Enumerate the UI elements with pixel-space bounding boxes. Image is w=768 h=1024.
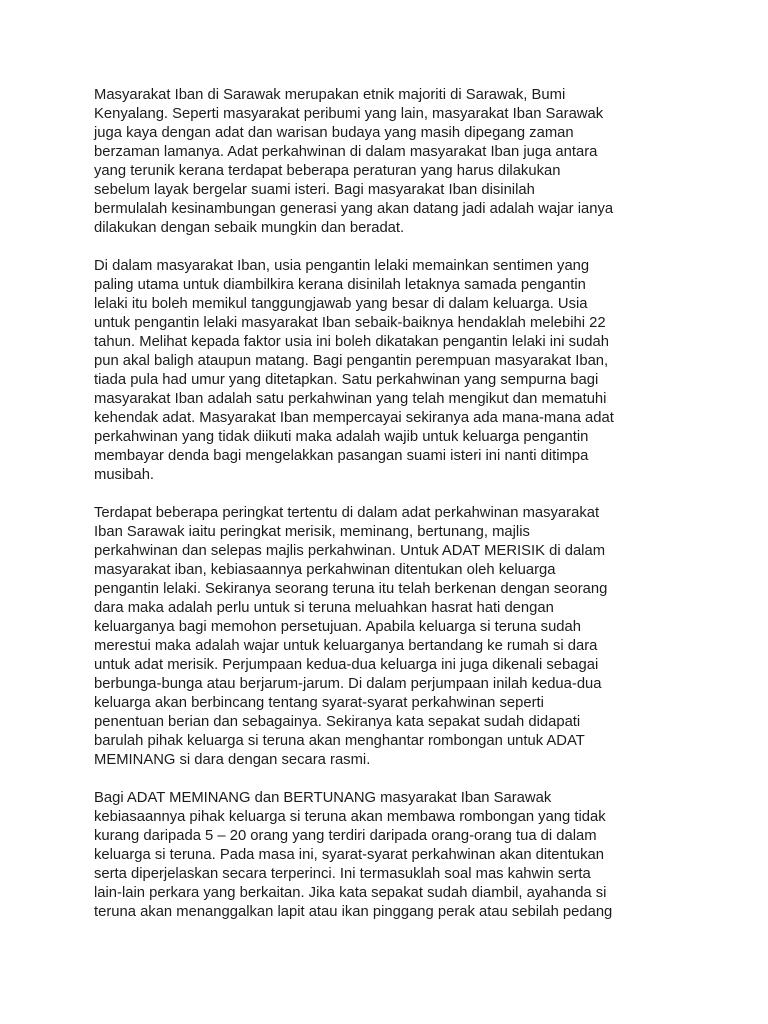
paragraph-1	[94, 86, 674, 238]
text-line: bermulalah kesinambungan generasi yang akan datang jadi adalah wajar ianya	[94, 201, 614, 217]
text-line: Terdapat beberapa peringkat tertentu di dalam adat perkahwinan masyarakat	[94, 505, 600, 521]
text-line: kurang daripada 5 – 20 orang yang terdiri daripada orang-orang tua di dalam	[94, 828, 597, 844]
text-line: lain-lain perkara yang berkaitan. Jika kata sepakat sudah diambil, ayahanda si	[94, 885, 607, 901]
paragraph-4	[94, 789, 674, 922]
text-line: lelaki itu boleh memikul tanggungjawab yang besar di dalam keluarga. Usia	[94, 296, 588, 312]
text-line: sebelum layak bergelar suami isteri. Bagi masyarakat Iban disinilah	[94, 182, 535, 198]
text-line: merestui maka adalah wajar untuk keluarganya bertandang ke rumah si dara	[94, 638, 598, 654]
text-line: keluarga akan berbincang tentang syarat-syarat perkahwinan seperti	[94, 695, 544, 711]
text-line: tiada pula had umur yang ditetapkan. Satu perkahwinan yang sempurna bagi	[94, 372, 599, 388]
text-line: pun akal baligh ataupun matang. Bagi pengantin perempuan masyarakat Iban,	[94, 353, 609, 369]
text-line: juga kaya dengan adat dan warisan budaya yang masih dipegang zaman	[94, 125, 574, 141]
text-line: masyarakat Iban adalah satu perkahwinan yang telah mengikut dan mematuhi	[94, 391, 607, 407]
text-line: keluarga si teruna. Pada masa ini, syarat-syarat perkahwinan akan ditentukan	[94, 847, 604, 863]
text-line: membayar denda bagi mengelakkan pasangan suami isteri ini nanti ditimpa	[94, 448, 589, 464]
text-line: pengantin lelaki. Sekiranya seorang teruna itu telah berkenan dengan seorang	[94, 581, 608, 597]
text-line: keluarganya bagi memohon persetujuan. Apabila keluarga si teruna sudah	[94, 619, 581, 635]
text-line: masyarakat iban, kebiasaannya perkahwinan ditentukan oleh keluarga	[94, 562, 556, 578]
text-line: perkahwinan dan selepas majlis perkahwinan. Untuk ADAT MERISIK di dalam	[94, 543, 606, 559]
text-line: Di dalam masyarakat Iban, usia pengantin lelaki memainkan sentimen yang	[94, 258, 590, 274]
text-line: barulah pihak keluarga si teruna akan menghantar rombongan untuk ADAT	[94, 733, 585, 749]
text-line: MEMINANG si dara dengan secara rasmi.	[94, 752, 371, 768]
text-line: berbunga-bunga atau berjarum-jarum. Di dalam perjumpaan inilah kedua-dua	[94, 676, 602, 692]
text-line: Iban Sarawak iaitu peringkat merisik, meminang, bertunang, majlis	[94, 524, 530, 540]
text-line: tahun. Melihat kepada faktor usia ini boleh dikatakan pengantin lelaki ini sudah	[94, 334, 609, 350]
text-line: Masyarakat Iban di Sarawak merupakan etnik majoriti di Sarawak, Bumi	[94, 87, 566, 103]
text-line: untuk pengantin lelaki masyarakat Iban sebaik-baiknya hendaklah melebihi 22	[94, 315, 606, 331]
text-line: kebiasaannya pihak keluarga si teruna akan membawa rombongan yang tidak	[94, 809, 606, 825]
text-line: perkahwinan yang tidak diikuti maka adalah wajib untuk keluarga pengantin	[94, 429, 589, 445]
text-line: dara maka adalah perlu untuk si teruna meluahkan hasrat hati dengan	[94, 600, 554, 616]
text-line: teruna akan menanggalkan lapit atau ikan pinggang perak atau sebilah pedang	[94, 904, 613, 920]
text-line: paling utama untuk diambilkira kerana disinilah letaknya samada pengantin	[94, 277, 586, 293]
text-line: Kenyalang. Seperti masyarakat peribumi yang lain, masyarakat Iban Sarawak	[94, 106, 604, 122]
text-line: kehendak adat. Masyarakat Iban mempercayai sekiranya ada mana-mana adat	[94, 410, 614, 426]
text-line: berzaman lamanya. Adat perkahwinan di dalam masyarakat Iban juga antara	[94, 144, 598, 160]
paragraph-3	[94, 504, 674, 770]
text-line: dilakukan dengan sebaik mungkin dan beradat.	[94, 220, 405, 236]
text-line: penentuan berian dan sebagainya. Sekiranya kata sepakat sudah didapati	[94, 714, 581, 730]
text-line: untuk adat merisik. Perjumpaan kedua-dua keluarga ini juga dikenali sebagai	[94, 657, 599, 673]
document-page	[94, 86, 674, 941]
text-line: Bagi ADAT MEMINANG dan BERTUNANG masyarakat Iban Sarawak	[94, 790, 552, 806]
text-line: serta diperjelaskan secara terperinci. Ini termasuklah soal mas kahwin serta	[94, 866, 591, 882]
text-line: yang terunik kerana terdapat beberapa peraturan yang harus dilakukan	[94, 163, 561, 179]
text-line: musibah.	[94, 467, 155, 483]
paragraph-2	[94, 257, 674, 485]
